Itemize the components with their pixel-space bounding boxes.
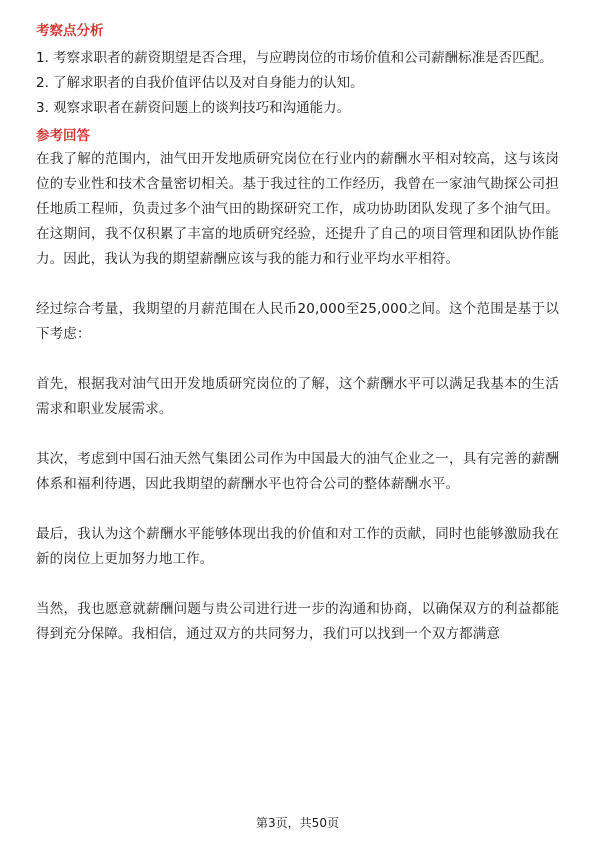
analysis-heading: 考察点分析 (36, 23, 104, 39)
answer-paragraph-2: 经过综合考量，我期望的月薪范围在人民币20,000至25,000之间。这个范围是基于以下考虑： (36, 301, 559, 342)
answer-paragraph-1: 在我了解的范围内，油气田开发地质研究岗位在行业内的薪酬水平相对较高，这与该岗位的专业性和技术含量密切相关。基于我过往的工作经历，我曾在一家油气勘探公司担任地质工程师，负责过多个油气田的勘探研究工作，成功协助团队发现了多个油气田。在这期间，我不仅积累了丰富的地质研究经验，还提升了自己的项目管理和团队协作能力。因此，我认为我的期望薪酬应该与我的能力和行业平均水平相符。 (36, 151, 559, 267)
answer-paragraph-5: 最后，我认为这个薪酬水平能够体现出我的价值和对工作的贡献，同时也能够激励我在新的岗位上更加努力地工作。 (36, 526, 559, 567)
answer-paragraph-6: 当然，我也愿意就薪酬问题与贵公司进行进一步的沟通和协商，以确保双方的利益都能得到充分保障。我相信，通过双方的共同努力，我们可以找到一个双方都满意 (36, 601, 559, 642)
analysis-list (36, 46, 559, 121)
answer-paragraph-3: 首先，根据我对油气田开发地质研究岗位的了解，这个薪酬水平可以满足我基本的生活需求和职业发展需求。 (36, 376, 559, 417)
analysis-item-3: 3. 观察求职者在薪资问题上的谈判技巧和沟通能力。 (36, 100, 351, 116)
page-number: 第3页，共50页 (256, 816, 339, 830)
answer-paragraph-4: 其次，考虑到中国石油天然气集团公司作为中国最大的油气企业之一，具有完善的薪酬体系和福利待遇，因此我期望的薪酬水平也符合公司的整体薪酬水平。 (36, 451, 559, 492)
page-content (36, 20, 559, 647)
analysis-item-2: 2. 了解求职者的自我价值评估以及对自身能力的认知。 (36, 75, 364, 91)
answer-heading: 参考回答 (36, 128, 90, 144)
analysis-item-1: 1. 考察求职者的薪资期望是否合理，与应聘岗位的市场价值和公司薪酬标准是否匹配。 (36, 50, 553, 66)
